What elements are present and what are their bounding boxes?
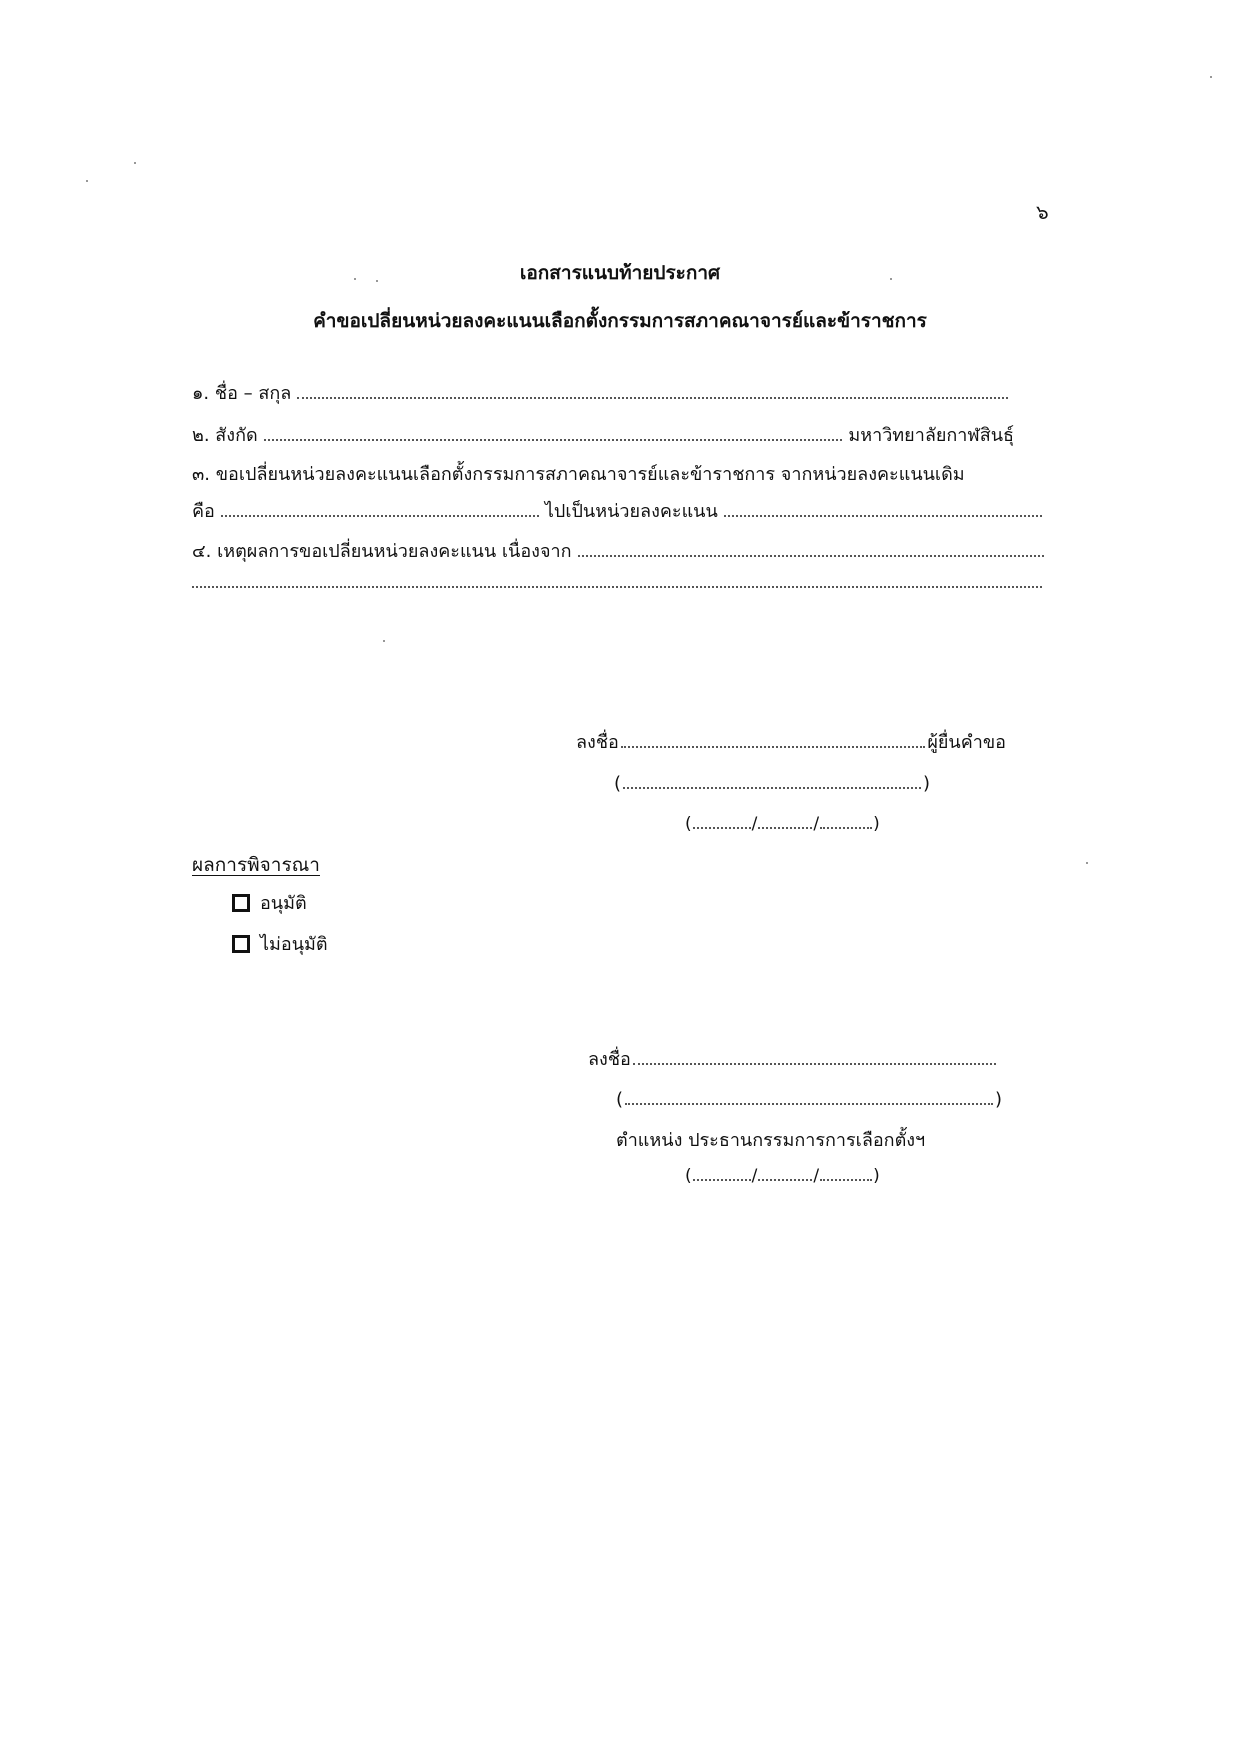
applicant-date-day[interactable]: [693, 826, 751, 829]
applicant-name-line: [614, 772, 930, 796]
name-field: [192, 382, 1014, 406]
open-paren: (: [616, 1089, 624, 1110]
reason-field: [192, 540, 1050, 564]
to-unit-input-line[interactable]: [724, 514, 1042, 517]
date-open-paren: (: [685, 814, 692, 834]
date-close-paren: ): [873, 1166, 880, 1186]
chair-date-line: [685, 1164, 880, 1188]
chair-name-input[interactable]: [625, 1102, 993, 1105]
date-separator: /: [813, 814, 820, 834]
chair-signature-input[interactable]: [633, 1062, 996, 1065]
result-heading: ผลการพิจารณา: [192, 854, 320, 876]
chair-signature-line: [588, 1048, 998, 1072]
chair-date-year[interactable]: [820, 1178, 872, 1181]
scan-speck: [383, 640, 385, 642]
request-field: [192, 463, 1052, 487]
date-separator: /: [751, 814, 758, 834]
from-unit-label: คือ: [192, 501, 215, 522]
close-paren: ): [922, 773, 930, 794]
document-title: เอกสารแนบท้ายประกาศ: [519, 262, 721, 284]
chair-sign-label: ลงชื่อ: [588, 1049, 631, 1070]
chair-date-day[interactable]: [693, 1178, 751, 1181]
date-separator: /: [813, 1166, 820, 1186]
from-unit-input-line[interactable]: [221, 514, 539, 517]
date-open-paren: (: [685, 1166, 692, 1186]
reject-checkbox[interactable]: [232, 935, 250, 953]
applicant-date-month[interactable]: [758, 826, 812, 829]
scan-speck: [86, 180, 88, 182]
date-separator: /: [751, 1166, 758, 1186]
affiliation-suffix: มหาวิทยาลัยกาฬสินธุ์: [848, 425, 1014, 446]
affiliation-label: ๒. สังกัด: [192, 425, 258, 446]
approve-checkbox[interactable]: [232, 894, 250, 912]
document-subtitle: คำขอเปลี่ยนหน่วยลงคะแนนเลือกตั้งกรรมการสภาคณาจารย์และข้าราชการ: [313, 310, 927, 332]
reason-input-line-2[interactable]: [192, 585, 1042, 588]
applicant-date-year[interactable]: [820, 826, 872, 829]
scan-speck: [1086, 862, 1088, 864]
unit-change-field: [192, 500, 1048, 524]
approve-label: อนุมัติ: [260, 893, 307, 914]
applicant-signature-line: [576, 731, 1006, 755]
reject-option[interactable]: [232, 929, 328, 958]
scan-speck: [354, 278, 356, 280]
applicant-name-input[interactable]: [623, 786, 921, 789]
reason-input-line[interactable]: [578, 554, 1045, 557]
reject-label: ไม่อนุมัติ: [260, 934, 328, 955]
applicant-sign-label: ลงชื่อ: [576, 732, 619, 753]
name-input-line[interactable]: [297, 396, 1008, 399]
to-unit-label: ไปเป็นหน่วยลงคะแนน: [544, 501, 718, 522]
scan-speck: [890, 278, 892, 280]
applicant-role-label: ผู้ยื่นคำขอ: [927, 732, 1006, 753]
page-number: ๖: [1036, 200, 1049, 224]
chair-name-line: [616, 1088, 1002, 1112]
reason-label: ๔. เหตุผลการขอเปลี่ยนหน่วยลงคะแนน เนื่องจาก: [192, 541, 572, 562]
close-paren: ): [994, 1089, 1002, 1110]
applicant-signature-input[interactable]: [621, 745, 925, 748]
approve-option[interactable]: [232, 888, 307, 917]
date-close-paren: ): [873, 814, 880, 834]
applicant-date-line: [685, 812, 880, 836]
open-paren: (: [614, 773, 622, 794]
scan-speck: [376, 280, 378, 282]
affiliation-field: [192, 424, 1014, 448]
affiliation-input-line[interactable]: [264, 438, 843, 441]
chair-date-month[interactable]: [758, 1178, 812, 1181]
name-label: ๑. ชื่อ – สกุล: [192, 383, 292, 404]
scan-speck: [134, 162, 136, 164]
scan-speck: [1210, 76, 1212, 78]
request-text: ๓. ขอเปลี่ยนหน่วยลงคะแนนเลือกตั้งกรรมการสภาคณาจารย์และข้าราชการ จากหน่วยลงคะแนนเดิม: [192, 464, 965, 485]
chair-position: ตำแหน่ง ประธานกรรมการการเลือกตั้งฯ: [616, 1130, 926, 1151]
